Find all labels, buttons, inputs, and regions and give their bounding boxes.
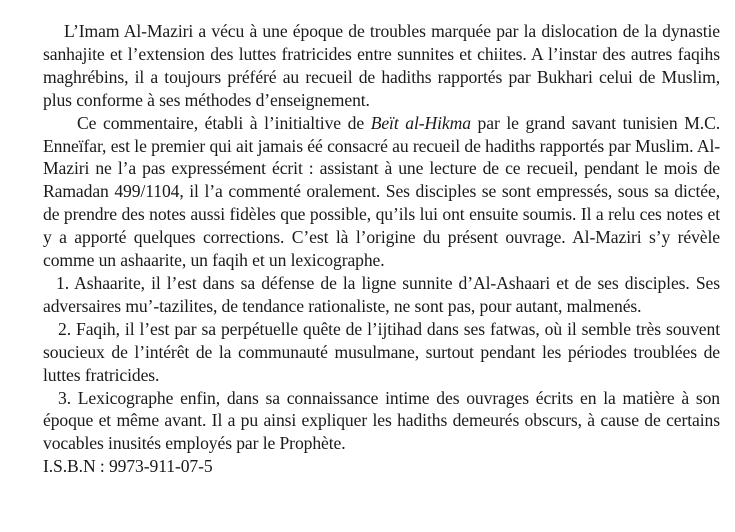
- commentary-paragraph: [43, 112, 720, 272]
- book-description: [43, 20, 720, 478]
- institution-title: Beït al-Hikma: [370, 112, 471, 133]
- point-lexicographe: 3. Lexicographe enfin, dans sa connaissance intime des ouvrages écrits en la matière à son époque et même avant. Il a pu ainsi expliquer les hadiths demeurés obscurs, à cause de certains vocables inusités employés par le Prophète.: [43, 387, 720, 454]
- point-faqih: 2. Faqih, il l’est par sa perpétuelle quête de l’ijtihad dans ses fatwas, où il semble très souvent soucieux de l’intérêt de la communauté musulmane, surtout pendant les périodes troublées de luttes fratricides.: [43, 318, 720, 385]
- isbn-line: I.S.B.N : 9973-911-07-5: [43, 456, 213, 477]
- commentary-text-rest: par le grand savant tunisien M.C. Enneïfar, est le premier qui ait jamais éé consacré au recueil de hadiths rapportés par Muslim. Al-Maziri ne l’a pas expressément écrit : assistant à une lecture de ce recueil, pendant le mois de Ramadan 499/1104, il l’a commenté oralement. Ses disciples se sont empressés, sous sa dictée, de prendre des notes aussi fidèles que possible, qu’ils lui ont ensuite soumis. Il a relu ces notes et y a apporté quelques corrections. C’est là l’origine du présent ouvrage. Al-Maziri s’y révèle comme un ashaarite, un faqih et un lexicographe.: [43, 112, 721, 271]
- point-ashaarite: 1. Ashaarite, il l’est dans sa défense de la ligne sunnite d’Al-Ashaari et de ses disciples. Ses adversaires mu’-tazilites, de tendance rationaliste, ne sont pas, pour autant, malmenés.: [43, 272, 720, 316]
- intro-paragraph: L’Imam Al-Maziri a vécu à une époque de troubles marquée par la dislocation de la dynastie sanhajite et l’extension des luttes fratricides entre sunnites et chiites. A l’instar des autres faqihs maghrébins, il a toujours préféré au recueil de hadiths rapportés par Bukhari celui de Muslim, plus conforme à ses méthodes d’enseignement.: [43, 21, 720, 110]
- commentary-text-start: Ce commentaire, établi à l’initialtive de: [77, 112, 371, 133]
